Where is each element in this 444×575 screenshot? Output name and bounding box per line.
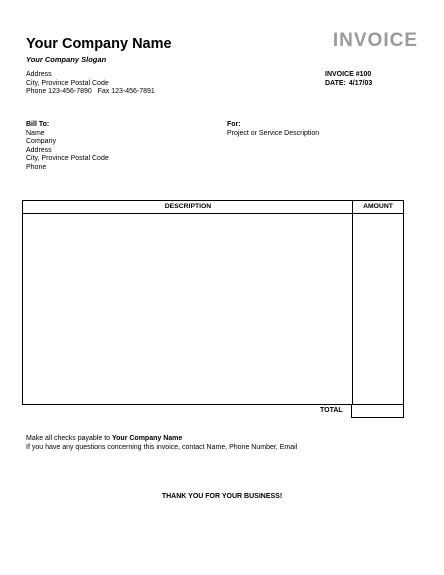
payment-notes xyxy=(26,435,297,452)
line-items-table xyxy=(22,200,404,405)
bill-to-line: Company xyxy=(26,138,56,146)
invoice-date-row xyxy=(325,80,372,89)
bill-to-label: Bill To: xyxy=(26,121,50,128)
company-address xyxy=(26,71,155,97)
for-section xyxy=(227,121,319,138)
bill-to-line: Name xyxy=(26,129,45,137)
questions-line: If you have any questions concerning this invoice, contact Name, Phone Number, Email xyxy=(26,443,298,451)
for-label: For: xyxy=(227,121,241,128)
description-column-header: DESCRIPTION xyxy=(164,203,212,210)
company-slogan: Your Company Slogan xyxy=(26,55,107,64)
address-line: Phone 123-456-7890 Fax 123-456-7891 xyxy=(26,88,155,96)
checks-payable-prefix: Make all checks payable to xyxy=(26,435,112,442)
address-line: Address xyxy=(26,71,52,78)
bill-to-line: Phone xyxy=(26,163,47,171)
bill-to-section xyxy=(26,121,109,173)
invoice-number-value: 100 xyxy=(359,71,372,78)
total-label: TOTAL xyxy=(320,407,343,414)
amount-column-header: AMOUNT xyxy=(363,203,393,210)
for-description: Project or Service Description xyxy=(227,129,320,137)
table-header xyxy=(23,201,403,214)
invoice-title: INVOICE xyxy=(332,30,418,51)
checks-payable-line xyxy=(26,435,297,444)
invoice-number-row xyxy=(325,71,372,80)
address-line: City, Province Postal Code xyxy=(26,79,109,87)
bill-to-line: City, Province Postal Code xyxy=(26,155,109,163)
invoice-date-label: DATE: xyxy=(325,79,346,87)
company-name: Your Company Name xyxy=(26,36,172,52)
total-amount-box xyxy=(351,404,404,418)
bill-to-line: Address xyxy=(26,146,52,154)
invoice-number-label: INVOICE # xyxy=(325,71,360,78)
thank-you-message: THANK YOU FOR YOUR BUSINESS! xyxy=(161,493,283,500)
column-divider xyxy=(352,201,353,404)
invoice-meta xyxy=(325,71,372,88)
invoice-date-value: 4/17/03 xyxy=(348,79,373,87)
checks-payable-company: Your Company Name xyxy=(112,435,183,442)
